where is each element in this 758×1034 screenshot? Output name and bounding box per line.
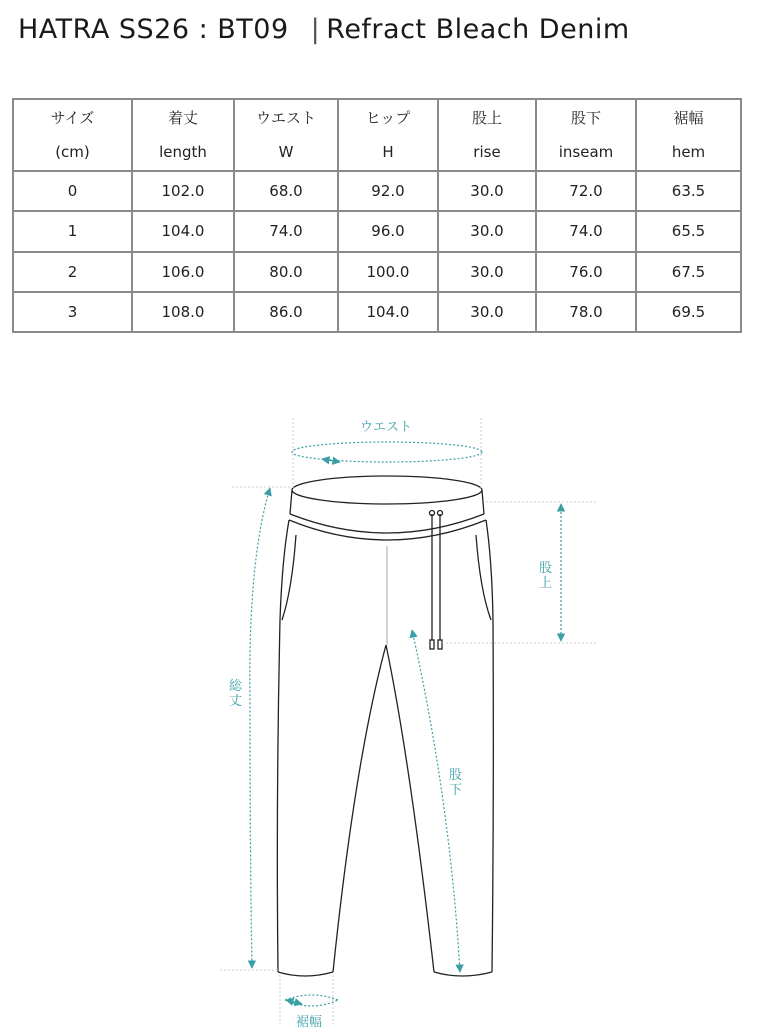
waistband-sides — [290, 490, 484, 514]
header-hem: 裾幅 hem — [636, 99, 741, 171]
title-separator: | — [310, 14, 321, 45]
cell-hem: 65.5 — [636, 211, 741, 251]
cell-hip: 96.0 — [338, 211, 438, 251]
measurement-lines — [250, 442, 561, 1006]
cell-rise: 30.0 — [438, 211, 536, 251]
cell-waist: 74.0 — [234, 211, 338, 251]
label-length-2: 丈 — [229, 694, 243, 709]
right-hem — [434, 972, 492, 976]
cord-end-left — [430, 640, 434, 649]
cell-hem: 63.5 — [636, 171, 741, 211]
table-row — [13, 171, 741, 211]
cell-hip: 104.0 — [338, 292, 438, 332]
label-rise-1: 股 — [539, 561, 553, 576]
header-waist: ウエスト W — [234, 99, 338, 171]
product-name: Refract Bleach Denim — [326, 14, 630, 45]
length-measure-line — [250, 488, 270, 968]
cell-size: 2 — [13, 252, 132, 292]
pants-outline — [277, 476, 493, 976]
cell-hem: 69.5 — [636, 292, 741, 332]
waistband-top — [292, 476, 482, 504]
table-header-row — [13, 99, 741, 171]
cord-end-right — [438, 640, 442, 649]
product-code: HATRA SS26 : BT09 — [18, 14, 289, 45]
label-hem: 裾幅 — [296, 1015, 323, 1030]
cell-hip: 92.0 — [338, 171, 438, 211]
table-row — [13, 211, 741, 251]
cell-rise: 30.0 — [438, 252, 536, 292]
header-length: 着丈 length — [132, 99, 234, 171]
left-leg-inner — [333, 645, 386, 972]
right-leg-inner — [386, 645, 434, 972]
cell-length: 106.0 — [132, 252, 234, 292]
cell-rise: 30.0 — [438, 292, 536, 332]
label-inseam-1: 股 — [449, 768, 463, 783]
page-title — [18, 14, 630, 45]
left-leg-outer — [277, 520, 289, 972]
cell-inseam: 76.0 — [536, 252, 636, 292]
cell-inseam: 74.0 — [536, 211, 636, 251]
table-row — [13, 252, 741, 292]
table-row — [13, 292, 741, 332]
label-length-1: 総 — [229, 679, 243, 694]
cell-length: 104.0 — [132, 211, 234, 251]
cell-hip: 100.0 — [338, 252, 438, 292]
header-inseam: 股下 inseam — [536, 99, 636, 171]
waist-arrow — [322, 459, 340, 462]
cell-waist: 80.0 — [234, 252, 338, 292]
label-inseam-2: 下 — [449, 783, 463, 798]
cell-size: 1 — [13, 211, 132, 251]
left-hem — [278, 972, 333, 976]
waist-measure-line — [292, 442, 482, 462]
right-leg-outer — [486, 520, 493, 972]
header-hip: ヒップ H — [338, 99, 438, 171]
cell-length: 108.0 — [132, 292, 234, 332]
pants-measurement-diagram — [0, 400, 758, 1034]
cell-hem: 67.5 — [636, 252, 741, 292]
size-table — [12, 98, 742, 333]
cell-rise: 30.0 — [438, 171, 536, 211]
cell-size: 0 — [13, 171, 132, 211]
cell-waist: 68.0 — [234, 171, 338, 211]
hem-arc — [285, 995, 338, 1000]
header-size: サイズ (cm) — [13, 99, 132, 171]
left-pocket — [282, 535, 296, 620]
header-rise: 股上 rise — [438, 99, 536, 171]
hem-measure-line — [285, 1000, 338, 1006]
cell-inseam: 72.0 — [536, 171, 636, 211]
cell-waist: 86.0 — [234, 292, 338, 332]
inseam-measure-line — [412, 630, 463, 972]
guide-lines — [220, 418, 598, 1024]
cell-length: 102.0 — [132, 171, 234, 211]
cell-size: 3 — [13, 292, 132, 332]
cell-inseam: 78.0 — [536, 292, 636, 332]
label-rise-2: 上 — [539, 576, 553, 591]
label-waist: ウエスト — [360, 420, 413, 435]
